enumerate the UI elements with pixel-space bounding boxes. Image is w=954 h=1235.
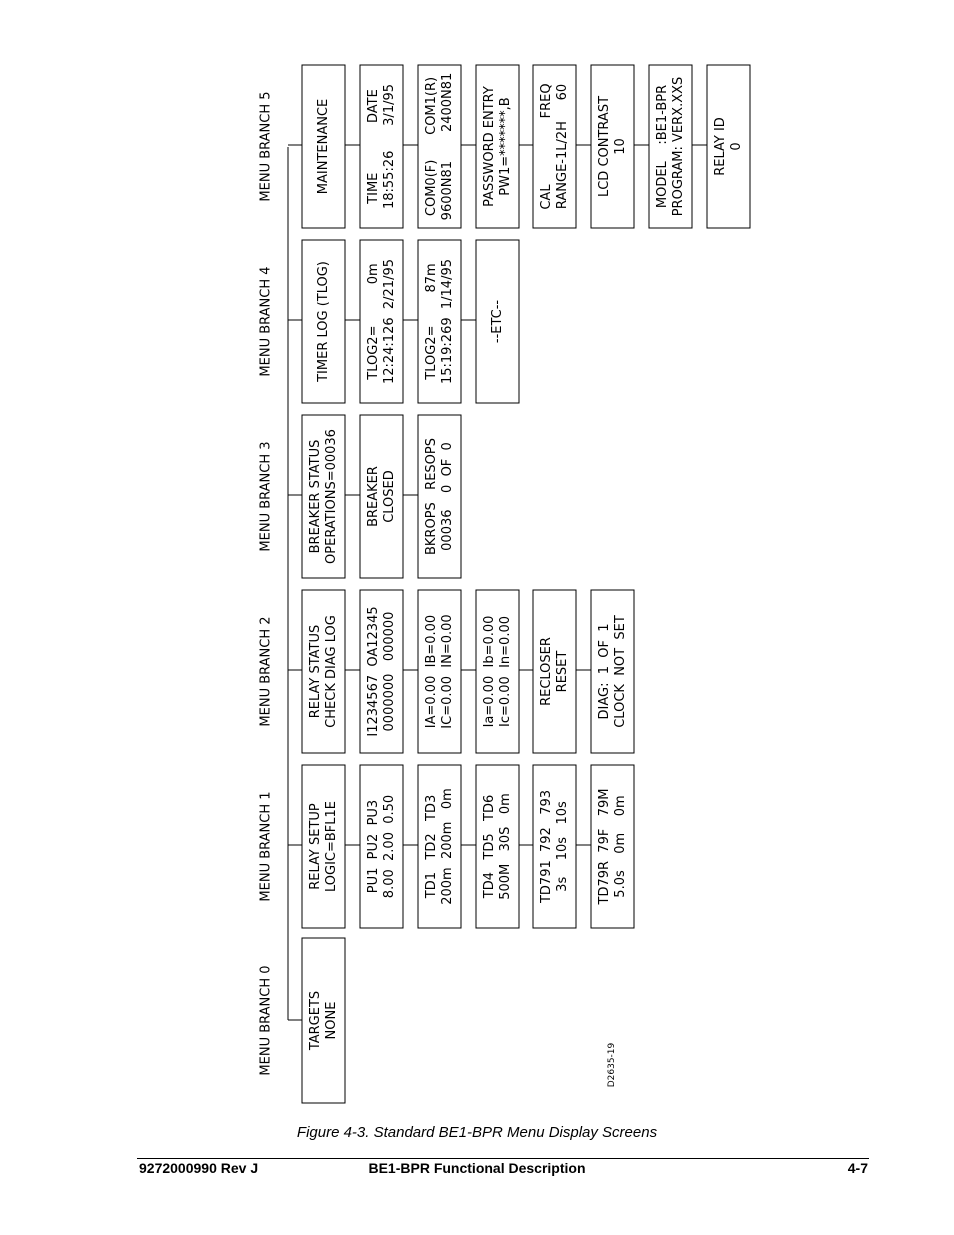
menu-screen-line: RELAY SETUP — [308, 803, 323, 890]
branch-heading: MENU BRANCH 0 — [258, 965, 274, 1076]
menu-screen-line: 10 — [613, 138, 628, 155]
menu-screen-line: MAINTENANCE — [316, 98, 331, 195]
menu-screen-line: TD791 792 793 — [539, 789, 554, 904]
drawing-number: D2635-19 — [607, 1042, 617, 1088]
menu-screen-line: COM0(F) COM1(R) — [424, 76, 439, 217]
menu-screen-line: PROGRAM: VERX.XXS — [671, 76, 686, 217]
footer-document-number: 9272000990 Rev J — [139, 1160, 259, 1176]
menu-screen-line: LOGIC=BFL1E — [324, 800, 339, 893]
menu-screen-line: PU1 PU2 PU3 — [366, 799, 381, 894]
menu-screen-line: TARGETS — [308, 990, 323, 1051]
menu-screen-line: OPERATIONS=00036 — [324, 429, 339, 564]
menu-screen-line: TLOG2= 87m — [424, 263, 439, 380]
menu-screen-line: RELAY STATUS — [308, 624, 323, 719]
branch-heading: MENU BRANCH 4 — [258, 266, 274, 377]
menu-screen-line: 9600N81 2400N81 — [440, 72, 455, 221]
menu-screen-line: IA=0.00 IB=0.00 — [424, 614, 439, 729]
menu-screen-line: TLOG2= 0m — [366, 263, 381, 380]
menu-screen-line: LCD CONTRAST — [597, 95, 612, 198]
menu-screen-line: TIMER LOG (TLOG) — [316, 261, 331, 382]
footer-page-number: 4-7 — [847, 1160, 868, 1176]
menu-screen-line: RELAY ID — [713, 117, 728, 176]
branch-heading: MENU BRANCH 3 — [258, 441, 274, 552]
menu-screen-line: TD4 TD5 TD6 — [482, 794, 497, 899]
menu-screen-line: BKROPS RESOPS — [424, 437, 439, 556]
menu-screen-line: 8.00 2.00 0.50 — [382, 794, 397, 899]
menu-screen-line: PASSWORD ENTRY — [482, 86, 497, 207]
menu-screen-line: NONE — [324, 1001, 339, 1040]
menu-screen-line: TD1 TD2 TD3 — [424, 794, 439, 899]
menu-screen-line: RESET — [555, 650, 570, 693]
branch-heading: MENU BRANCH 5 — [258, 91, 274, 202]
menu-screen-line: RECLOSER — [539, 637, 554, 706]
menu-screen-line: 15:19:269 1/14/95 — [440, 258, 455, 385]
footer-rule — [137, 1158, 869, 1159]
menu-screen-line: I1234567 OA12345 — [366, 606, 381, 737]
menu-tree — [259, 65, 751, 1103]
menu-screen-line: CLOSED — [382, 470, 397, 523]
branch-heading: MENU BRANCH 1 — [258, 791, 274, 902]
menu-screen-line: Ic=0.00 In=0.00 — [498, 616, 513, 727]
menu-screen-line: 0000000 000000 — [382, 611, 397, 732]
menu-screen-line: 3s 10s 10s — [555, 801, 570, 892]
menu-screen-line: RANGE-1L/2H 60 — [555, 83, 570, 210]
menu-screen-line: Ia=0.00 Ib=0.00 — [482, 615, 497, 728]
menu-screen-line: 00036 0 OF 0 — [440, 442, 455, 551]
menu-screen-line: BREAKER — [366, 466, 381, 527]
menu-screen-line: 12:24:126 2/21/95 — [382, 258, 397, 385]
menu-screen-line: CLOCK NOT SET — [613, 615, 628, 728]
menu-screen-line: MODEL :BE1-BPR — [655, 84, 670, 209]
menu-screen-line: PW1=*******,B — [498, 97, 513, 196]
menu-screen-line: --ETC-- — [490, 299, 505, 344]
menu-screen-line: CHECK DIAG LOG — [324, 615, 339, 728]
menu-screen-line: TD79R 79F 79M — [597, 788, 612, 905]
menu-screen-line: 200m 200m 0m — [440, 788, 455, 905]
menu-screen-line: CAL FREQ — [539, 83, 554, 210]
branch-heading: MENU BRANCH 2 — [258, 616, 274, 727]
menu-screen-line: 500M 30S 0m — [498, 793, 513, 900]
menu-screen-line: BREAKER STATUS — [308, 439, 323, 554]
menu-screen-line: IC=0.00 IN=0.00 — [440, 614, 455, 729]
menu-screen-line: TIME DATE — [366, 89, 381, 204]
menu-screen-line: 5.0s 0m 0m — [613, 795, 628, 898]
figure-caption: Figure 4-3. Standard BE1-BPR Menu Display Screens — [296, 1124, 658, 1141]
menu-screen-line: 18:55:26 3/1/95 — [382, 83, 397, 210]
menu-screen-line: DIAG: 1 OF 1 — [597, 623, 612, 720]
footer-document-title: BE1-BPR Functional Description — [368, 1160, 586, 1176]
menu-screen-line: 0 — [729, 142, 744, 151]
